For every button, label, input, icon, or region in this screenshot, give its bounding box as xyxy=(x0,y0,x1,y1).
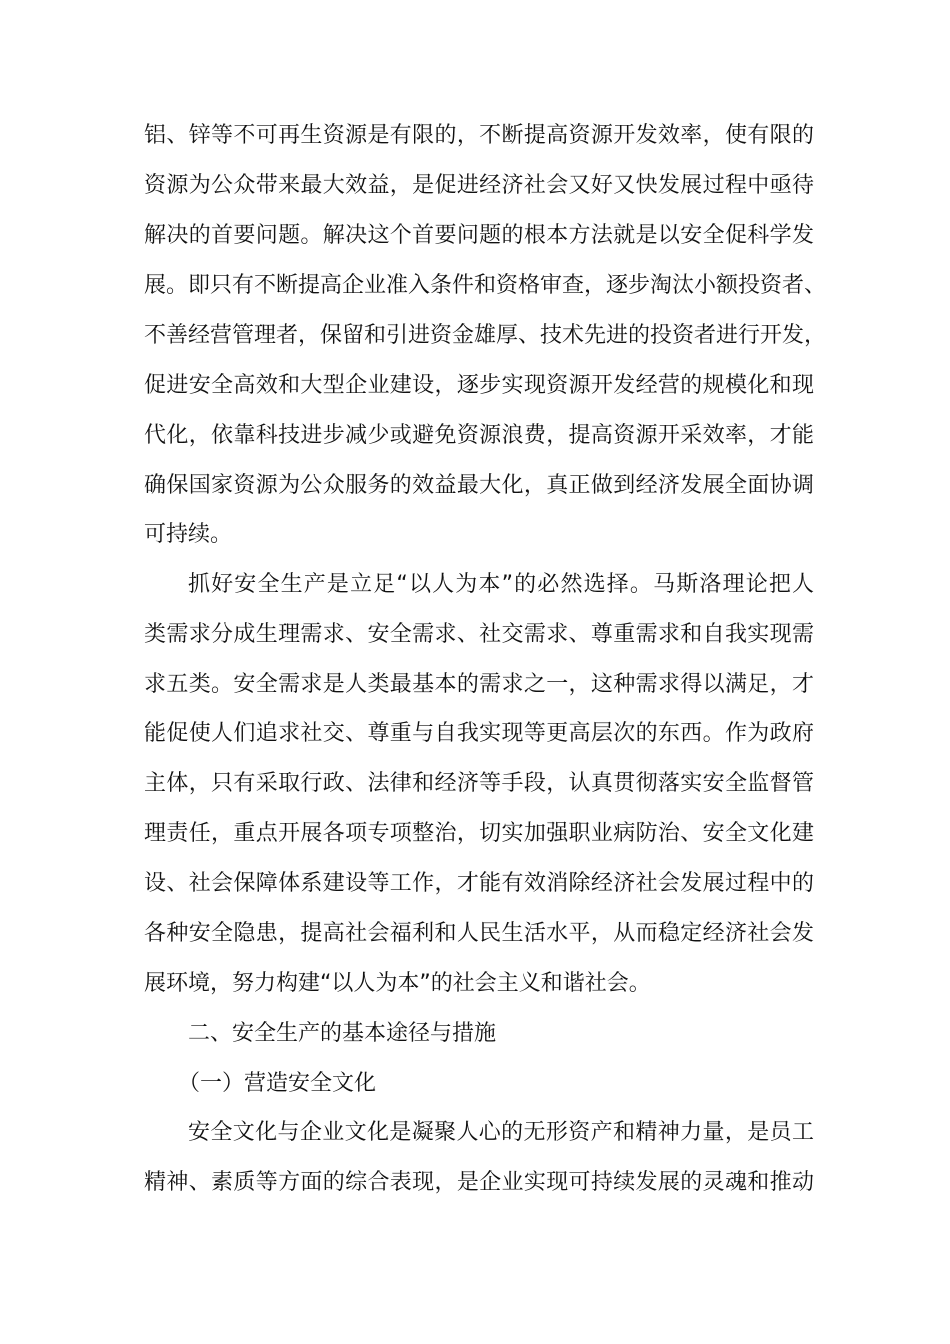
text-line: 解决的首要问题。解决这个首要问题的根本方法就是以安全促科学发 xyxy=(144,223,814,248)
text-line: 代化，依靠科技进步减少或避免资源浪费，提高资源开采效率，才能 xyxy=(144,423,814,448)
text-line: 可持续。 xyxy=(144,522,233,547)
text-line: 设、社会保障体系建设等工作，才能有效消除经济社会发展过程中的 xyxy=(144,871,814,896)
text-line: 类需求分成生理需求、安全需求、社交需求、尊重需求和自我实现需 xyxy=(144,622,814,647)
text-line: 求五类。安全需求是人类最基本的需求之一，这种需求得以满足，才 xyxy=(144,672,814,697)
text-line: 促进安全高效和大型企业建设，逐步实现资源开发经营的规模化和现 xyxy=(144,373,814,398)
text-line: 安全文化与企业文化是凝聚人心的无形资产和精神力量，是员工 xyxy=(188,1120,814,1145)
subsection-heading: （一）营造安全文化 xyxy=(178,1071,377,1096)
text-line: 铝、锌等不可再生资源是有限的，不断提高资源开发效率，使有限的 xyxy=(144,123,814,148)
text-line: 主体，只有采取行政、法律和经济等手段，认真贯彻落实安全监督管 xyxy=(144,771,814,796)
text-line: 展环境，努力构建“以人为本”的社会主义和谐社会。 xyxy=(144,971,651,996)
text-line: 不善经营管理者，保留和引进资金雄厚、技术先进的投资者进行开发， xyxy=(144,323,827,348)
text-line: 各种安全隐患，提高社会福利和人民生活水平，从而稳定经济社会发 xyxy=(144,921,814,946)
section-heading: 二、安全生产的基本途径与措施 xyxy=(188,1021,497,1046)
text-line: 确保国家资源为公众服务的效益最大化，真正做到经济发展全面协调 xyxy=(144,473,814,498)
text-line: 展。即只有不断提高企业准入条件和资格审查，逐步淘汰小额投资者、 xyxy=(144,273,827,298)
text-line: 精神、素质等方面的综合表现，是企业实现可持续发展的灵魂和推动 xyxy=(144,1170,814,1195)
text-line: 理责任，重点开展各项专项整治，切实加强职业病防治、安全文化建 xyxy=(144,821,814,846)
text-line: 资源为公众带来最大效益，是促进经济社会又好又快发展过程中亟待 xyxy=(144,173,814,198)
text-line: 能促使人们追求社交、尊重与自我实现等更高层次的东西。作为政府 xyxy=(144,721,814,746)
text-line: 抓好安全生产是立足“以人为本”的必然选择。马斯洛理论把人 xyxy=(188,572,814,597)
